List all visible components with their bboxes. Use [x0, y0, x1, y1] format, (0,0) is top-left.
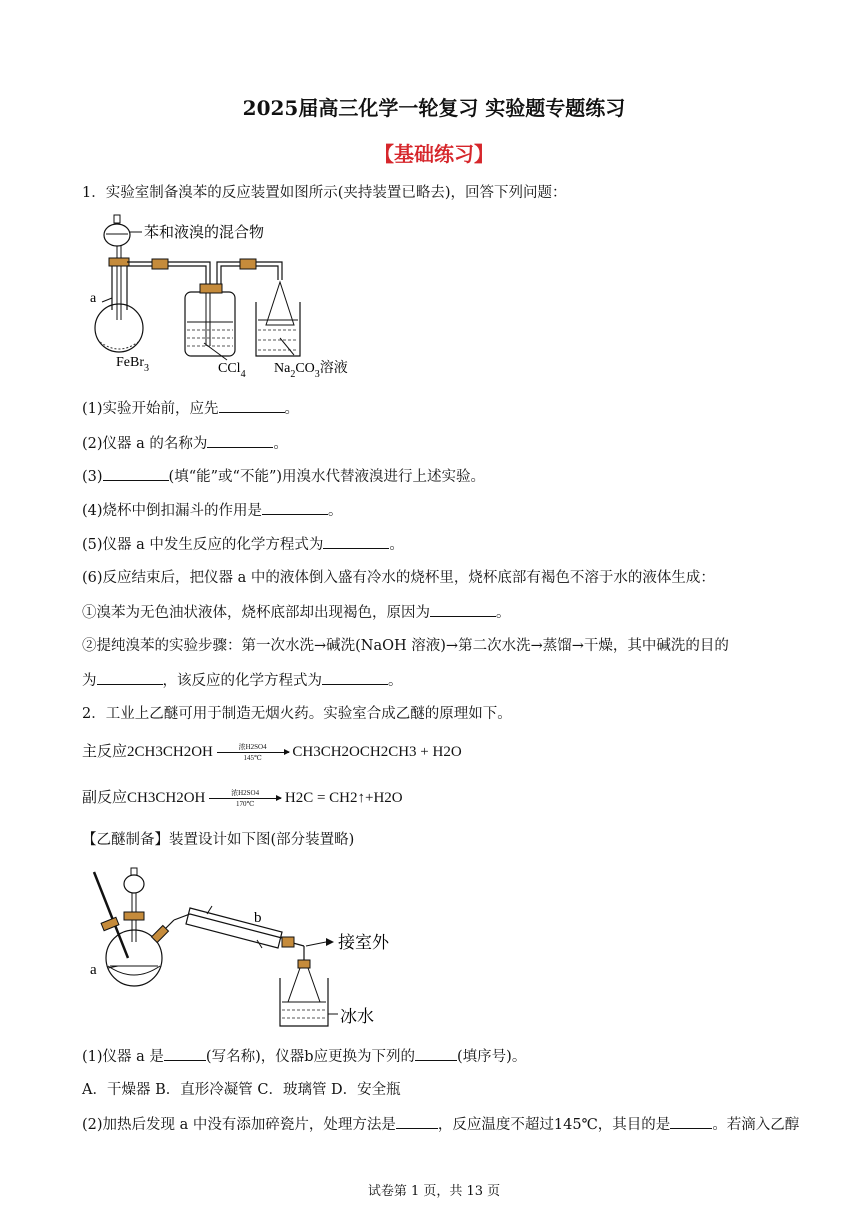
q1-part4: (4)烧杯中倒扣漏斗的作用是 。 — [82, 500, 343, 521]
label-febr3: FeBr$_3$ — [116, 355, 149, 374]
q2-part2: (2)加热后发现 a 中没有添加碎瓷片，处理方法是 ，反应温度不超过145℃，其目的是 。若滴入乙醇 — [82, 1114, 799, 1135]
q2-options: A．干燥器 B．直形冷凝管 C．玻璃管 D．安全瓶 — [82, 1082, 401, 1098]
answer-blank[interactable] — [219, 398, 285, 413]
q1-part6-3: 为 ，该反应的化学方程式为 。 — [82, 670, 403, 691]
answer-blank[interactable] — [97, 670, 163, 685]
side-reaction: 副反应CH3CH2OH 浓H2SO4 170℃ H2C = CH2↑+H2O — [82, 789, 403, 809]
q2-stem: 2．工业上乙醚可用于制造无烟火药。实验室合成乙醚的原理如下。 — [82, 706, 512, 722]
answer-blank[interactable] — [430, 602, 496, 617]
q1-part6-2: ②提纯溴苯的实验步骤：第一次水洗→碱洗(NaOH 溶液)→第二次水洗→蒸馏→干燥，其中碱洗的目的 — [82, 638, 729, 654]
answer-blank[interactable] — [322, 670, 388, 685]
funnel-label: 苯和液溴的混合物 — [144, 225, 265, 241]
q1-part6: (6)反应结束后，把仪器 a 中的液体倒入盛有冷水的烧杯里，烧杯底部有褐色不溶于水的液体生成： — [82, 570, 715, 586]
ice-water-label: 冰水 — [340, 1007, 374, 1026]
answer-blank[interactable] — [323, 534, 389, 549]
q1-part3: (3) (填“能”或“不能”)用溴水代替液溴进行上述实验。 — [82, 466, 485, 487]
answer-blank[interactable] — [207, 433, 273, 448]
label-ccl4: CCl$_4$ — [218, 361, 246, 380]
label-a: a — [90, 291, 97, 306]
q1-stem: 1．实验室制备溴苯的反应装置如图所示(夹持装置已略去)，回答下列问题： — [82, 185, 567, 201]
outlet-label: 接室外 — [338, 933, 389, 952]
answer-blank[interactable] — [670, 1114, 712, 1129]
label-b: b — [254, 910, 262, 926]
answer-blank[interactable] — [415, 1046, 457, 1061]
q1-part2: (2)仪器 a 的名称为 。 — [82, 433, 288, 454]
page-title: 2025届高三化学一轮复习 实验题专题练习 — [242, 96, 626, 120]
main-reaction: 主反应2CH3CH2OH 浓H2SO4 145℃ CH3CH2OCH2CH3 + H2O — [82, 743, 462, 763]
q1-part5: (5)仪器 a 中发生反应的化学方程式为 。 — [82, 534, 404, 555]
q1-part1: (1)实验开始前，应先 。 — [82, 398, 299, 419]
answer-blank[interactable] — [262, 500, 328, 515]
page-footer: 试卷第 1 页，共 13 页 — [367, 1184, 501, 1199]
label-a: a — [90, 962, 97, 978]
section-heading: 【基础练习】 — [374, 142, 494, 166]
answer-blank[interactable] — [103, 466, 169, 481]
q1-part6-1: ①溴苯为无色油状液体，烧杯底部却出现褐色，原因为 。 — [82, 602, 511, 623]
q2-part1: (1)仪器 a 是 (写名称)，仪器b应更换为下列的 (填序号)。 — [82, 1046, 526, 1067]
q2-prep: 【乙醚制备】装置设计如下图(部分装置略) — [82, 832, 355, 848]
bromobenzene-apparatus — [82, 210, 382, 380]
answer-blank[interactable] — [164, 1046, 206, 1061]
ether-apparatus — [82, 862, 402, 1034]
answer-blank[interactable] — [396, 1114, 438, 1129]
label-na2co3: $Na_2CO_3$溶液 — [274, 361, 348, 380]
